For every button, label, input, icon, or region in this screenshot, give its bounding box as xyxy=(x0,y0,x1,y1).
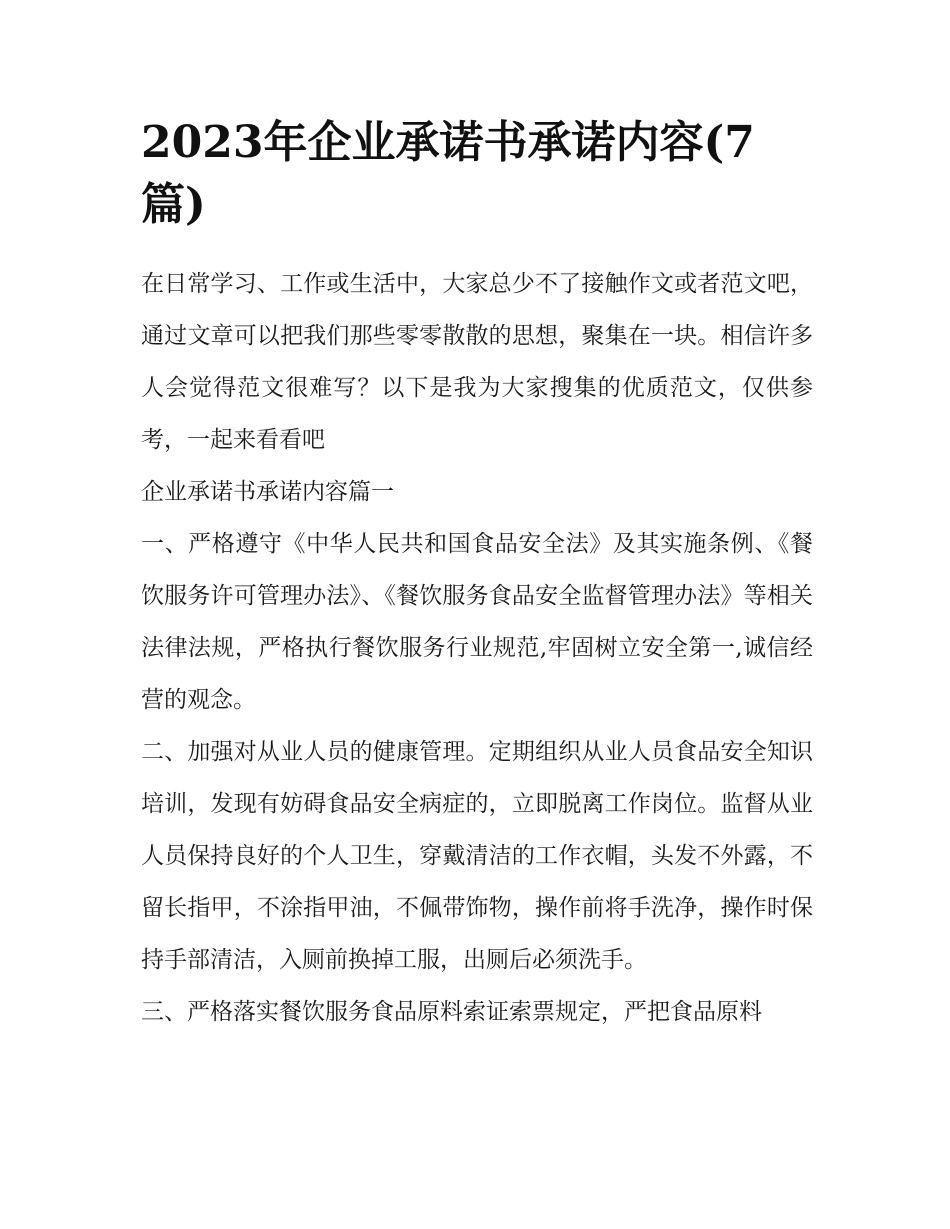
clause-one-paragraph: 一、严格遵守《中华人民共和国食品安全法》及其实施条例、《餐饮服务许可管理办法》、《餐饮服务食品安全监督管理办法》等相关法律法规，严格执行餐饮服务行业规范,牢固树立安全第一,诚信经营的观念。 xyxy=(141,531,813,713)
clause-three-paragraph: 三、严格落实餐饮服务食品原料索证索票规定，严把食品原料 xyxy=(141,999,762,1025)
document-title: 2023年企业承诺书承诺内容(7篇) xyxy=(141,117,755,230)
intro-paragraph: 在日常学习、工作或生活中，大家总少不了接触作文或者范文吧，通过文章可以把我们那些零零散散的思想，聚集在一块。相信许多人会觉得范文很难写？以下是我为大家搜集的优质范文，仅供参考，一起来看看吧 xyxy=(141,271,813,453)
section-heading: 企业承诺书承诺内容篇一 xyxy=(141,479,394,505)
document-body xyxy=(141,112,813,1038)
clause-two-paragraph: 二、加强对从业人员的健康管理。定期组织从业人员食品安全知识培训，发现有妨碍食品安全病症的，立即脱离工作岗位。监督从业人员保持良好的个人卫生，穿戴清洁的工作衣帽，头发不外露，不留长指甲，不涂指甲油，不佩带饰物，操作前将手洗净，操作时保持手部清洁，入厕前换掉工服，出厕后必须洗手。 xyxy=(141,739,813,973)
